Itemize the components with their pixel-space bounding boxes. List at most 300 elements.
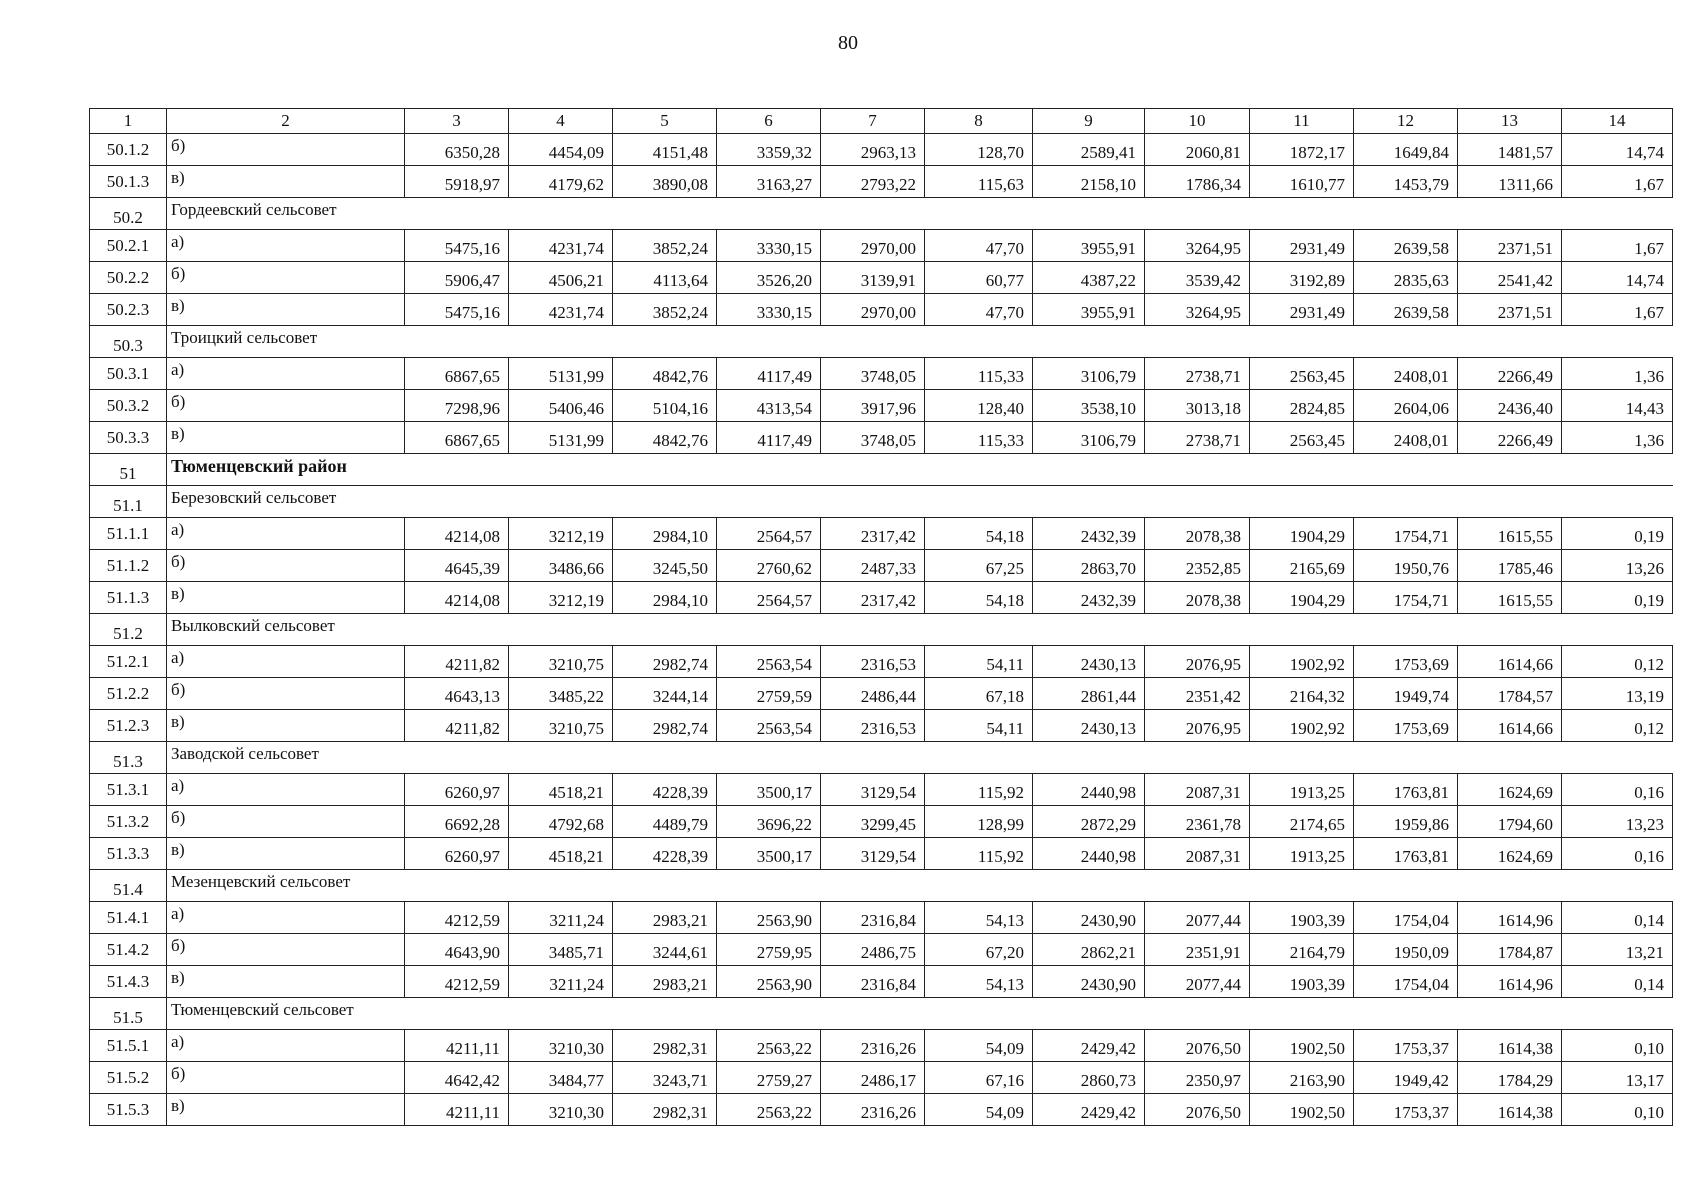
row-label: б) — [167, 134, 405, 166]
value-cell: 1763,81 — [1354, 774, 1458, 806]
row-code: 51.2.3 — [90, 710, 167, 742]
column-header: 14 — [1562, 109, 1673, 134]
table-row — [90, 966, 1673, 998]
row-code: 51.1.3 — [90, 582, 167, 614]
value-cell: 4117,49 — [717, 358, 821, 390]
table-row — [90, 838, 1673, 870]
value-cell: 4313,54 — [717, 390, 821, 422]
value-cell: 3852,24 — [613, 230, 717, 262]
value-cell: 2835,63 — [1354, 262, 1458, 294]
table-row — [90, 230, 1673, 262]
row-label: а) — [167, 646, 405, 678]
table-row — [90, 678, 1673, 710]
value-cell: 1614,38 — [1458, 1094, 1562, 1126]
table-row — [90, 134, 1673, 166]
value-cell: 2963,13 — [821, 134, 925, 166]
value-cell: 3485,22 — [509, 678, 613, 710]
value-cell: 0,16 — [1562, 838, 1673, 870]
section-row — [90, 198, 1673, 230]
value-cell: 2487,33 — [821, 550, 925, 582]
value-cell: 4228,39 — [613, 774, 717, 806]
value-cell: 6260,97 — [405, 774, 509, 806]
section-code: 51.5 — [90, 998, 167, 1030]
value-cell: 5131,99 — [509, 422, 613, 454]
value-cell: 3139,91 — [821, 262, 925, 294]
value-cell: 2759,59 — [717, 678, 821, 710]
section-row — [90, 742, 1673, 774]
value-cell: 2982,31 — [613, 1030, 717, 1062]
value-cell: 3852,24 — [613, 294, 717, 326]
tariff-table — [89, 108, 1673, 1126]
table-row — [90, 902, 1673, 934]
section-title: Троицкий сельсовет — [167, 326, 1673, 358]
value-cell: 4212,59 — [405, 966, 509, 998]
value-cell: 3212,19 — [509, 582, 613, 614]
value-cell: 5406,46 — [509, 390, 613, 422]
value-cell: 4506,21 — [509, 262, 613, 294]
table-body — [90, 109, 1673, 1126]
row-label: б) — [167, 934, 405, 966]
value-cell: 1481,57 — [1458, 134, 1562, 166]
value-cell: 3917,96 — [821, 390, 925, 422]
value-cell: 13,26 — [1562, 550, 1673, 582]
value-cell: 4214,08 — [405, 582, 509, 614]
value-cell: 0,12 — [1562, 646, 1673, 678]
value-cell: 3211,24 — [509, 966, 613, 998]
value-cell: 2350,97 — [1145, 1062, 1250, 1094]
row-label: а) — [167, 358, 405, 390]
table-row — [90, 294, 1673, 326]
value-cell: 1784,29 — [1458, 1062, 1562, 1094]
value-cell: 2430,13 — [1033, 646, 1145, 678]
value-cell: 13,19 — [1562, 678, 1673, 710]
value-cell: 0,19 — [1562, 518, 1673, 550]
value-cell: 2316,84 — [821, 902, 925, 934]
value-cell: 3359,32 — [717, 134, 821, 166]
row-code: 51.1.2 — [90, 550, 167, 582]
value-cell: 3210,30 — [509, 1030, 613, 1062]
value-cell: 1610,77 — [1250, 166, 1354, 198]
value-cell: 2872,29 — [1033, 806, 1145, 838]
value-cell: 1949,42 — [1354, 1062, 1458, 1094]
value-cell: 3299,45 — [821, 806, 925, 838]
table-row — [90, 422, 1673, 454]
row-label: б) — [167, 550, 405, 582]
value-cell: 3539,42 — [1145, 262, 1250, 294]
value-cell: 2078,38 — [1145, 582, 1250, 614]
value-cell: 2174,65 — [1250, 806, 1354, 838]
section-row — [90, 998, 1673, 1030]
row-label: б) — [167, 390, 405, 422]
row-label: б) — [167, 678, 405, 710]
value-cell: 1784,57 — [1458, 678, 1562, 710]
value-cell: 1753,37 — [1354, 1094, 1458, 1126]
value-cell: 2316,26 — [821, 1094, 925, 1126]
value-cell: 3192,89 — [1250, 262, 1354, 294]
row-code: 51.3.3 — [90, 838, 167, 870]
table-row — [90, 774, 1673, 806]
row-code: 51.2.1 — [90, 646, 167, 678]
value-cell: 3245,50 — [613, 550, 717, 582]
value-cell: 2639,58 — [1354, 230, 1458, 262]
value-cell: 5104,16 — [613, 390, 717, 422]
value-cell: 2564,57 — [717, 518, 821, 550]
value-cell: 2563,90 — [717, 966, 821, 998]
value-cell: 1649,84 — [1354, 134, 1458, 166]
value-cell: 1902,50 — [1250, 1094, 1354, 1126]
value-cell: 1615,55 — [1458, 518, 1562, 550]
row-code: 50.2.1 — [90, 230, 167, 262]
value-cell: 3330,15 — [717, 294, 821, 326]
value-cell: 3211,24 — [509, 902, 613, 934]
value-cell: 1903,39 — [1250, 902, 1354, 934]
value-cell: 1754,04 — [1354, 902, 1458, 934]
value-cell: 2824,85 — [1250, 390, 1354, 422]
section-code: 50.3 — [90, 326, 167, 358]
section-title: Березовский сельсовет — [167, 486, 1673, 518]
value-cell: 0,14 — [1562, 966, 1673, 998]
section-code: 50.2 — [90, 198, 167, 230]
value-cell: 1902,50 — [1250, 1030, 1354, 1062]
row-code: 51.3.2 — [90, 806, 167, 838]
value-cell: 2983,21 — [613, 902, 717, 934]
value-cell: 6350,28 — [405, 134, 509, 166]
value-cell: 3210,75 — [509, 710, 613, 742]
value-cell: 5906,47 — [405, 262, 509, 294]
value-cell: 4518,21 — [509, 774, 613, 806]
value-cell: 2266,49 — [1458, 358, 1562, 390]
value-cell: 1903,39 — [1250, 966, 1354, 998]
value-cell: 3500,17 — [717, 838, 821, 870]
table-row — [90, 390, 1673, 422]
value-cell: 2759,27 — [717, 1062, 821, 1094]
section-row — [90, 614, 1673, 646]
row-label: в) — [167, 710, 405, 742]
value-cell: 2087,31 — [1145, 774, 1250, 806]
value-cell: 4489,79 — [613, 806, 717, 838]
value-cell: 2077,44 — [1145, 966, 1250, 998]
value-cell: 3264,95 — [1145, 230, 1250, 262]
section-title: Вылковский сельсовет — [167, 614, 1673, 646]
value-cell: 2164,32 — [1250, 678, 1354, 710]
value-cell: 128,99 — [925, 806, 1033, 838]
value-cell: 1904,29 — [1250, 582, 1354, 614]
row-label: в) — [167, 422, 405, 454]
value-cell: 2432,39 — [1033, 518, 1145, 550]
row-code: 51.1.1 — [90, 518, 167, 550]
value-cell: 3244,14 — [613, 678, 717, 710]
value-cell: 67,25 — [925, 550, 1033, 582]
value-cell: 2429,42 — [1033, 1094, 1145, 1126]
row-label: в) — [167, 838, 405, 870]
value-cell: 67,20 — [925, 934, 1033, 966]
value-cell: 128,70 — [925, 134, 1033, 166]
value-cell: 3526,20 — [717, 262, 821, 294]
table-row — [90, 262, 1673, 294]
value-cell: 2087,31 — [1145, 838, 1250, 870]
column-header: 3 — [405, 109, 509, 134]
row-code: 51.4.3 — [90, 966, 167, 998]
value-cell: 4231,74 — [509, 294, 613, 326]
value-cell: 7298,96 — [405, 390, 509, 422]
value-cell: 5475,16 — [405, 294, 509, 326]
value-cell: 1,67 — [1562, 166, 1673, 198]
value-cell: 2076,50 — [1145, 1030, 1250, 1062]
value-cell: 2563,54 — [717, 710, 821, 742]
value-cell: 54,11 — [925, 710, 1033, 742]
value-cell: 115,33 — [925, 358, 1033, 390]
row-label: б) — [167, 262, 405, 294]
row-code: 51.2.2 — [90, 678, 167, 710]
column-header: 9 — [1033, 109, 1145, 134]
value-cell: 2604,06 — [1354, 390, 1458, 422]
value-cell: 1754,04 — [1354, 966, 1458, 998]
value-cell: 1872,17 — [1250, 134, 1354, 166]
row-code: 50.3.2 — [90, 390, 167, 422]
value-cell: 2076,50 — [1145, 1094, 1250, 1126]
value-cell: 2316,84 — [821, 966, 925, 998]
value-cell: 2970,00 — [821, 294, 925, 326]
value-cell: 2077,44 — [1145, 902, 1250, 934]
value-cell: 3486,66 — [509, 550, 613, 582]
row-label: а) — [167, 230, 405, 262]
value-cell: 2984,10 — [613, 582, 717, 614]
value-cell: 2563,22 — [717, 1094, 821, 1126]
value-cell: 2351,91 — [1145, 934, 1250, 966]
value-cell: 4211,11 — [405, 1030, 509, 1062]
value-cell: 2486,44 — [821, 678, 925, 710]
value-cell: 0,10 — [1562, 1094, 1673, 1126]
value-cell: 2165,69 — [1250, 550, 1354, 582]
value-cell: 14,74 — [1562, 134, 1673, 166]
value-cell: 3485,71 — [509, 934, 613, 966]
value-cell: 3890,08 — [613, 166, 717, 198]
value-cell: 4117,49 — [717, 422, 821, 454]
value-cell: 2863,70 — [1033, 550, 1145, 582]
column-header: 2 — [167, 109, 405, 134]
value-cell: 4211,82 — [405, 710, 509, 742]
value-cell: 4231,74 — [509, 230, 613, 262]
row-code: 51.4.2 — [90, 934, 167, 966]
table-row — [90, 1030, 1673, 1062]
value-cell: 4179,62 — [509, 166, 613, 198]
value-cell: 4211,11 — [405, 1094, 509, 1126]
value-cell: 3244,61 — [613, 934, 717, 966]
value-cell: 5475,16 — [405, 230, 509, 262]
row-label: б) — [167, 1062, 405, 1094]
value-cell: 1,36 — [1562, 422, 1673, 454]
row-code: 51.5.2 — [90, 1062, 167, 1094]
table-row — [90, 166, 1673, 198]
value-cell: 13,17 — [1562, 1062, 1673, 1094]
value-cell: 3129,54 — [821, 774, 925, 806]
table-row — [90, 582, 1673, 614]
value-cell: 1624,69 — [1458, 838, 1562, 870]
value-cell: 2759,95 — [717, 934, 821, 966]
value-cell: 3330,15 — [717, 230, 821, 262]
column-header: 11 — [1250, 109, 1354, 134]
value-cell: 2351,42 — [1145, 678, 1250, 710]
column-header: 7 — [821, 109, 925, 134]
value-cell: 4454,09 — [509, 134, 613, 166]
value-cell: 1786,34 — [1145, 166, 1250, 198]
value-cell: 4211,82 — [405, 646, 509, 678]
value-cell: 1,67 — [1562, 230, 1673, 262]
value-cell: 3210,30 — [509, 1094, 613, 1126]
value-cell: 2432,39 — [1033, 582, 1145, 614]
row-code: 51.4.1 — [90, 902, 167, 934]
value-cell: 2563,22 — [717, 1030, 821, 1062]
section-title: Тюменцевский сельсовет — [167, 998, 1673, 1030]
section-code: 51 — [90, 454, 167, 486]
row-code: 50.2.2 — [90, 262, 167, 294]
value-cell: 2589,41 — [1033, 134, 1145, 166]
value-cell: 14,74 — [1562, 262, 1673, 294]
column-header: 1 — [90, 109, 167, 134]
value-cell: 6692,28 — [405, 806, 509, 838]
value-cell: 3013,18 — [1145, 390, 1250, 422]
value-cell: 1614,38 — [1458, 1030, 1562, 1062]
value-cell: 1453,79 — [1354, 166, 1458, 198]
value-cell: 2931,49 — [1250, 230, 1354, 262]
value-cell: 3106,79 — [1033, 358, 1145, 390]
district-title: Тюменцевский район — [167, 454, 1673, 486]
value-cell: 6867,65 — [405, 422, 509, 454]
value-cell: 2486,17 — [821, 1062, 925, 1094]
section-row — [90, 326, 1673, 358]
value-cell: 1,67 — [1562, 294, 1673, 326]
value-cell: 2738,71 — [1145, 422, 1250, 454]
value-cell: 4151,48 — [613, 134, 717, 166]
row-label: а) — [167, 518, 405, 550]
value-cell: 1754,71 — [1354, 518, 1458, 550]
value-cell: 1753,69 — [1354, 646, 1458, 678]
value-cell: 2164,79 — [1250, 934, 1354, 966]
value-cell: 3538,10 — [1033, 390, 1145, 422]
value-cell: 1950,09 — [1354, 934, 1458, 966]
value-cell: 0,16 — [1562, 774, 1673, 806]
value-cell: 3955,91 — [1033, 230, 1145, 262]
value-cell: 1913,25 — [1250, 838, 1354, 870]
value-cell: 3264,95 — [1145, 294, 1250, 326]
value-cell: 2760,62 — [717, 550, 821, 582]
row-label: а) — [167, 774, 405, 806]
section-row — [90, 486, 1673, 518]
value-cell: 54,09 — [925, 1030, 1033, 1062]
value-cell: 1959,86 — [1354, 806, 1458, 838]
value-cell: 2982,74 — [613, 710, 717, 742]
value-cell: 128,40 — [925, 390, 1033, 422]
value-cell: 1614,66 — [1458, 710, 1562, 742]
row-code: 50.2.3 — [90, 294, 167, 326]
column-header: 8 — [925, 109, 1033, 134]
value-cell: 3106,79 — [1033, 422, 1145, 454]
value-cell: 2440,98 — [1033, 774, 1145, 806]
value-cell: 1763,81 — [1354, 838, 1458, 870]
row-code: 51.5.1 — [90, 1030, 167, 1062]
row-code: 50.3.3 — [90, 422, 167, 454]
value-cell: 54,11 — [925, 646, 1033, 678]
value-cell: 2317,42 — [821, 518, 925, 550]
value-cell: 1311,66 — [1458, 166, 1562, 198]
value-cell: 67,18 — [925, 678, 1033, 710]
value-cell: 6260,97 — [405, 838, 509, 870]
value-cell: 1904,29 — [1250, 518, 1354, 550]
value-cell: 1754,71 — [1354, 582, 1458, 614]
value-cell: 3484,77 — [509, 1062, 613, 1094]
value-cell: 3955,91 — [1033, 294, 1145, 326]
value-cell: 3696,22 — [717, 806, 821, 838]
column-header: 12 — [1354, 109, 1458, 134]
table-row — [90, 550, 1673, 582]
value-cell: 54,18 — [925, 518, 1033, 550]
value-cell: 2984,10 — [613, 518, 717, 550]
section-code: 51.4 — [90, 870, 167, 902]
row-code: 50.3.1 — [90, 358, 167, 390]
value-cell: 2862,21 — [1033, 934, 1145, 966]
value-cell: 1785,46 — [1458, 550, 1562, 582]
value-cell: 2440,98 — [1033, 838, 1145, 870]
value-cell: 2429,42 — [1033, 1030, 1145, 1062]
table-row — [90, 1094, 1673, 1126]
value-cell: 5131,99 — [509, 358, 613, 390]
value-cell: 3748,05 — [821, 358, 925, 390]
value-cell: 1949,74 — [1354, 678, 1458, 710]
value-cell: 2371,51 — [1458, 294, 1562, 326]
value-cell: 13,23 — [1562, 806, 1673, 838]
value-cell: 2076,95 — [1145, 710, 1250, 742]
value-cell: 4212,59 — [405, 902, 509, 934]
section-code: 51.1 — [90, 486, 167, 518]
value-cell: 2639,58 — [1354, 294, 1458, 326]
value-cell: 2408,01 — [1354, 358, 1458, 390]
value-cell: 2563,45 — [1250, 422, 1354, 454]
value-cell: 2430,90 — [1033, 966, 1145, 998]
value-cell: 2361,78 — [1145, 806, 1250, 838]
value-cell: 4228,39 — [613, 838, 717, 870]
value-cell: 3748,05 — [821, 422, 925, 454]
value-cell: 5918,97 — [405, 166, 509, 198]
header-row — [90, 109, 1673, 134]
value-cell: 4842,76 — [613, 422, 717, 454]
value-cell: 2486,75 — [821, 934, 925, 966]
column-header: 10 — [1145, 109, 1250, 134]
value-cell: 2860,73 — [1033, 1062, 1145, 1094]
value-cell: 4643,13 — [405, 678, 509, 710]
column-header: 6 — [717, 109, 821, 134]
value-cell: 2970,00 — [821, 230, 925, 262]
value-cell: 2317,42 — [821, 582, 925, 614]
value-cell: 4842,76 — [613, 358, 717, 390]
value-cell: 4643,90 — [405, 934, 509, 966]
value-cell: 2316,26 — [821, 1030, 925, 1062]
row-label: б) — [167, 806, 405, 838]
section-code: 51.3 — [90, 742, 167, 774]
value-cell: 2983,21 — [613, 966, 717, 998]
value-cell: 1614,96 — [1458, 966, 1562, 998]
value-cell: 2076,95 — [1145, 646, 1250, 678]
value-cell: 2982,74 — [613, 646, 717, 678]
value-cell: 13,21 — [1562, 934, 1673, 966]
value-cell: 0,14 — [1562, 902, 1673, 934]
section-title: Гордеевский сельсовет — [167, 198, 1673, 230]
row-label: в) — [167, 294, 405, 326]
value-cell: 54,13 — [925, 902, 1033, 934]
section-title: Заводской сельсовет — [167, 742, 1673, 774]
value-cell: 1950,76 — [1354, 550, 1458, 582]
value-cell: 2316,53 — [821, 646, 925, 678]
value-cell: 4113,64 — [613, 262, 717, 294]
